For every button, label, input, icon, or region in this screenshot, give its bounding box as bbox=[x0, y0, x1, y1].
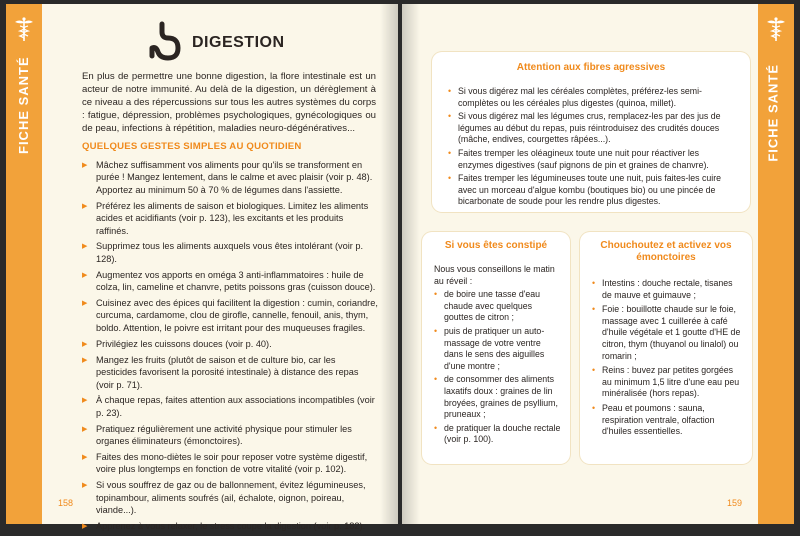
emonctoires-list bbox=[592, 278, 744, 438]
list-item: • de boire une tasse d'eau chaude avec quelques gouttes de citron ; bbox=[434, 289, 541, 323]
dot-bullet-icon: • bbox=[592, 304, 596, 315]
section-subhead: QUELQUES GESTES SIMPLES AU QUOTIDIEN bbox=[82, 141, 302, 152]
list-item: ▶ À chaque repas, faites attention aux associations incompatibles (voir p. 23). bbox=[82, 395, 375, 418]
dot-bullet-icon: • bbox=[434, 374, 438, 385]
list-item: ▶ Préférez les aliments de saison et biologiques. Limitez les aliments acides et acidifiants (voir p. 123), les excitants et les produits raffinés. bbox=[82, 200, 369, 236]
side-title-right: FICHE SANTÉ bbox=[766, 64, 781, 162]
list-item: • Faites tremper les oléagineux toute une nuit pour réactiver les enzymes digestives (sauf pignons de pin et graines de chanvre). bbox=[448, 147, 709, 170]
list-item: • Peau et poumons : sauna, respiration ventrale, olfaction d'huiles essentielles. bbox=[592, 402, 715, 437]
dot-bullet-icon: • bbox=[448, 86, 452, 96]
list-item: ▶ Si vous souffrez de gaz ou de ballonnement, évitez légumineuses, topinambour, aliments soufrés (ail, échalote, oignon, poireau, viande...). bbox=[82, 480, 366, 516]
page-number-left: 158 bbox=[58, 498, 74, 508]
dot-bullet-icon: • bbox=[448, 147, 452, 158]
list-item: ▶ Cuisinez avec des épices qui facilitent la digestion : cumin, coriandre, curcuma, cardamome, clou de girofle, cannelle, fenouil, anis, thym, boldo. Attention, le poivre est irritant pour des muqueuses fragiles. bbox=[82, 298, 378, 333]
list-item: • Si vous digérez mal les céréales complètes, préférez-les semi-complètes ou les céréales plus digestes (quinoa, millet). bbox=[448, 86, 702, 108]
page-number-right: 159 bbox=[726, 498, 742, 508]
list-item: • Intestins : douche rectale, tisanes de mauve et guimauve ; bbox=[592, 278, 733, 300]
constipe-list bbox=[434, 289, 562, 446]
list-item: ▶ Mâchez suffisamment vos aliments pour qu'ils se transforment en purée ! Mangez lentement, dans le calme et avec plaisir (voir p. 48). Apportez au minimum 50 à 70 % de légumes dans l'assiette. bbox=[82, 160, 373, 195]
fibres-box-title: Attention aux fibres agressives bbox=[516, 62, 666, 73]
arrow-bullet-icon: ▶ bbox=[82, 340, 88, 348]
fibres-box bbox=[432, 52, 750, 212]
arrow-bullet-icon: ▶ bbox=[82, 300, 88, 308]
list-item: ▶ Faites des mono-diètes le soir pour reposer votre système digestif, voire plus longtemps en fonction de votre vitalité (voir p. 102). bbox=[82, 452, 368, 475]
dot-bullet-icon: • bbox=[592, 278, 596, 288]
caduceus-icon bbox=[765, 16, 787, 42]
arrow-bullet-icon: ▶ bbox=[82, 202, 88, 210]
page-title: DIGESTION bbox=[192, 34, 285, 51]
arrow-bullet-icon: ▶ bbox=[82, 523, 88, 531]
dot-bullet-icon: • bbox=[434, 422, 438, 433]
list-item: ▶ Augmentez vos apports en oméga 3 anti-inflammatoires : huile de colza, lin, cameline et chanvre, petits poissons gras (cuisson douce). bbox=[82, 269, 376, 293]
arrow-bullet-icon: ▶ bbox=[82, 243, 88, 251]
emonctoires-box bbox=[580, 232, 752, 464]
intro-paragraph: En plus de permettre une bonne digestion, la flore intestinale est un acteur de notre immunité. Au delà de la digestion, un dérèglement à ce niveau a des répercussions sur tous les autres systèmes du corps : fatigue, dépression, problèmes psychologiques, gynécologiques ou de peau, infections à répétition, maladies neuro-dégénératives... bbox=[82, 71, 376, 134]
arrow-bullet-icon: ▶ bbox=[82, 425, 88, 433]
stomach-icon bbox=[148, 22, 182, 62]
side-title-left: FICHE SANTÉ bbox=[16, 56, 31, 154]
constipe-box bbox=[422, 232, 570, 464]
list-item: • Reins : buvez par petites gorgées au minimum 1,5 litre d'une eau peu minéralisée (hors repas). bbox=[592, 365, 740, 399]
dot-bullet-icon: • bbox=[592, 365, 596, 376]
dot-bullet-icon: • bbox=[434, 289, 438, 300]
list-item: • Foie : bouillotte chaude sur le foie, massage avec 1 cuillerée à café d'huile végétale et 1 goutte d'HE de citron, thym (thuyanol ou linalol) ou romarin ; bbox=[592, 304, 741, 361]
gutter-shadow bbox=[402, 4, 420, 524]
constipe-box-title: Si vous êtes constipé bbox=[444, 240, 548, 251]
constipe-lead: Nous vous conseillons le matin au réveil : bbox=[434, 264, 555, 286]
fibres-list bbox=[448, 86, 736, 208]
list-item: • de consommer des aliments laxatifs doux : graines de lin broyées, graines de psyllium, pruneaux ; bbox=[434, 374, 558, 420]
dot-bullet-icon: • bbox=[434, 325, 438, 336]
arrow-bullet-icon: ▶ bbox=[82, 397, 88, 405]
list-item: ▶ Supprimez tous les aliments auxquels vous êtes intolérant (voir p. 128). bbox=[82, 241, 364, 264]
left-page bbox=[6, 4, 398, 532]
list-item: • puis de pratiquer un auto-massage de votre ventre dans le sens des aiguilles d'une montre ; bbox=[434, 325, 545, 371]
gestures-list bbox=[80, 159, 378, 536]
right-page bbox=[402, 4, 794, 524]
arrow-bullet-icon: ▶ bbox=[82, 454, 88, 462]
list-item: ▶ Pratiquez régulièrement une activité physique pour stimuler les organes éliminateurs (émonctoires). bbox=[82, 423, 352, 447]
list-item: ▶ Mangez les fruits (plutôt de saison et de culture bio, car les pesticides favorisent la porosité intestinale) à distance des repas (voir p. 71). bbox=[82, 354, 359, 390]
dot-bullet-icon: • bbox=[448, 173, 452, 184]
arrow-bullet-icon: ▶ bbox=[82, 271, 88, 279]
list-item: ▶ Apprenez à vous relaxer, le stress coupe la digestion (voir p. 182). bbox=[80, 520, 378, 532]
arrow-bullet-icon: ▶ bbox=[82, 162, 88, 169]
dot-bullet-icon: • bbox=[592, 402, 596, 413]
list-item: • Faites tremper les légumineuses toute une nuit, puis faites-les cuire avec un morceau d'algue kombu (boutiques bio) ou une pincée de bicarbonate de soude pour les rendre plus digestes. bbox=[448, 173, 722, 207]
arrow-bullet-icon: ▶ bbox=[82, 356, 88, 364]
arrow-bullet-icon: ▶ bbox=[82, 482, 88, 490]
list-item: • Si vous digérez mal les légumes crus, remplacez-les par des jus de légumes au début du repas, puis réintroduisez des crudités douces (mâche, endives, courgettes râpées...). bbox=[448, 111, 721, 145]
list-item: • de pratiquer la douche rectale (voir p. 100). bbox=[434, 422, 561, 445]
emonctoires-box-title: Chouchoutez et activez vos émonctoires bbox=[600, 240, 732, 263]
list-item: ▶ Privilégiez les cuissons douces (voir p. 40). bbox=[80, 338, 378, 350]
dot-bullet-icon: • bbox=[448, 111, 452, 122]
gutter-shadow bbox=[380, 4, 398, 524]
caduceus-icon bbox=[13, 16, 35, 42]
